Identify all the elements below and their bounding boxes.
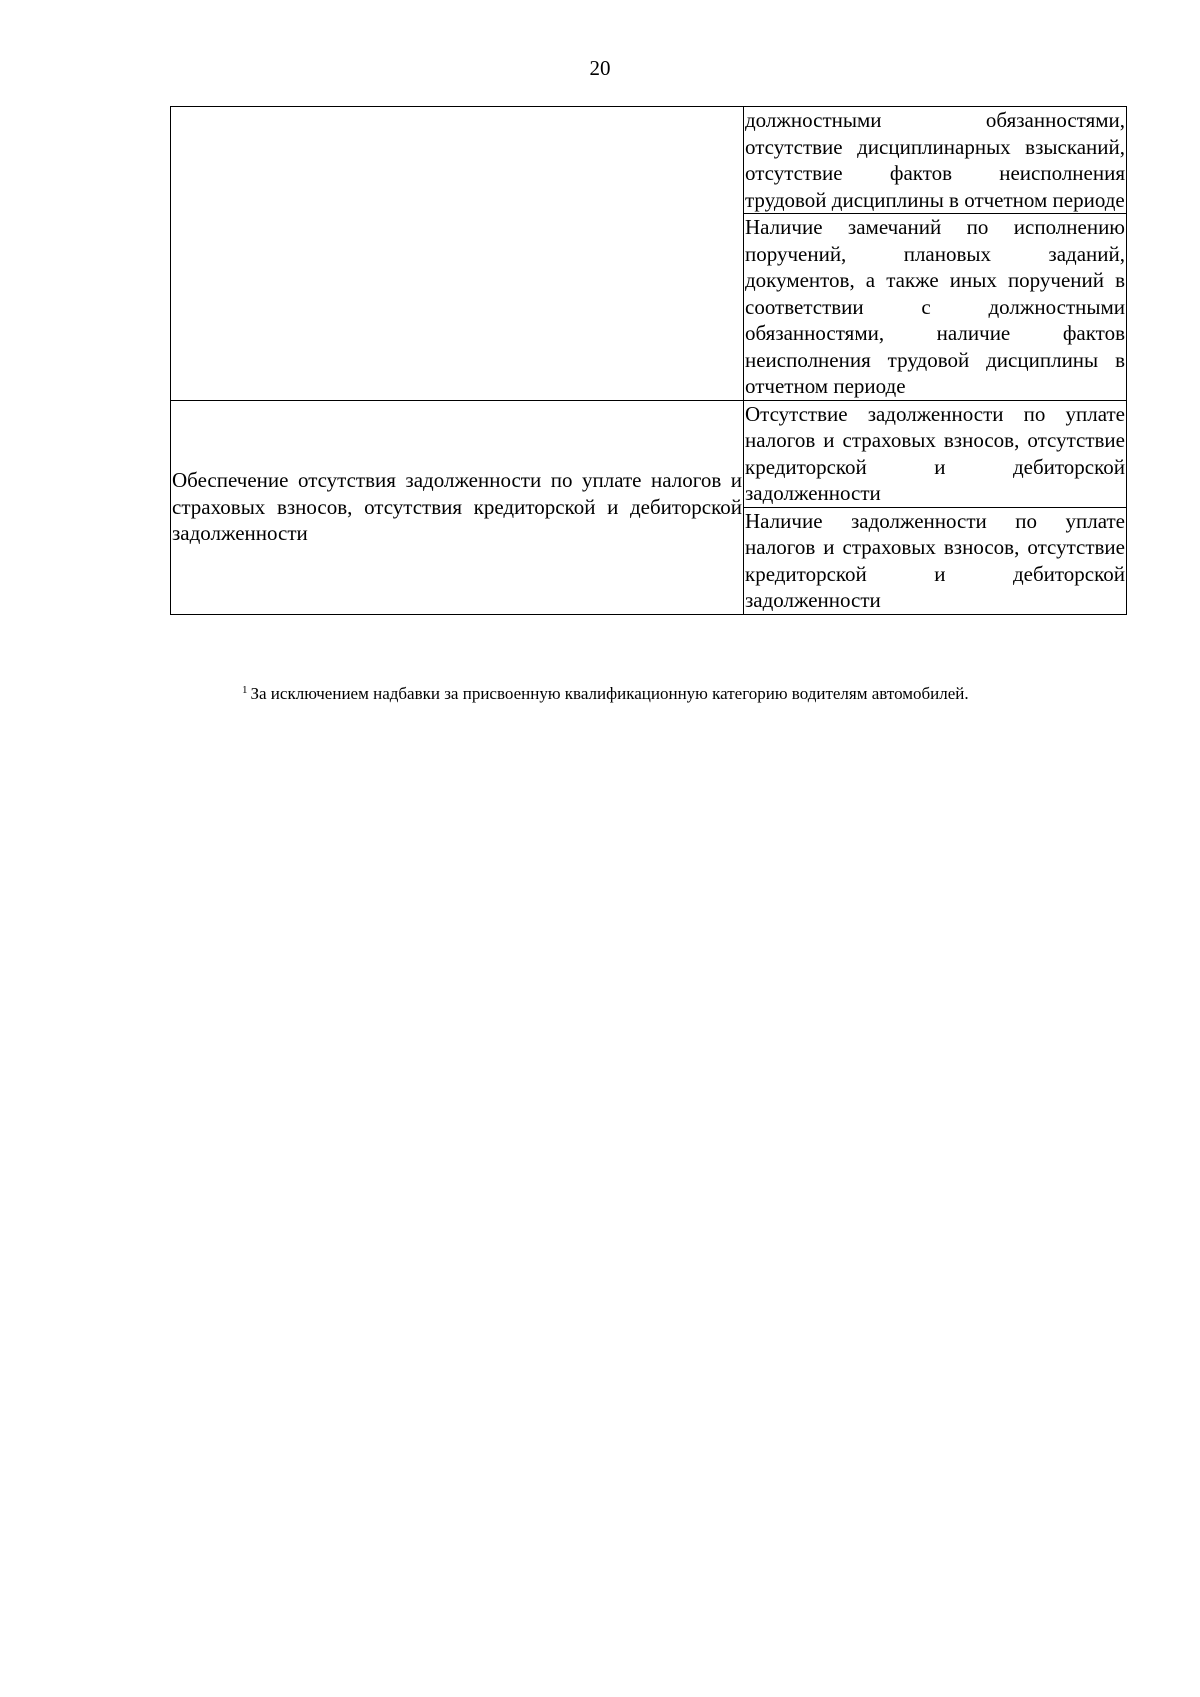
criteria-table xyxy=(170,106,1127,615)
page-number: 20 xyxy=(589,56,611,80)
table-cell-indicator-empty xyxy=(171,107,744,401)
table-cell-criterion: должностными обязанностями, отсутствие дисциплинарных взысканий, отсутствие фактов неисполнения трудовой дисциплины в отчетном периоде xyxy=(745,108,1125,212)
table-cell-indicator: Обеспечение отсутствия задолженности по уплате налогов и страховых взносов, отсутствия кредиторской и дебиторской задолженности xyxy=(171,400,744,614)
footnote-marker: 1 xyxy=(242,684,248,696)
footnote xyxy=(242,680,1142,704)
table-cell-criterion: Отсутствие задолженности по уплате налогов и страховых взносов, отсутствие кредиторской и дебиторской задолженности xyxy=(745,401,1125,505)
table-row xyxy=(171,107,1127,214)
footnote-text: За исключением надбавки за присвоенную квалификационную категорию водителям автомобилей. xyxy=(250,684,969,703)
table-row xyxy=(171,400,1127,507)
table-cell-criterion: Наличие замечаний по исполнению поручений, плановых заданий, документов, а также иных поручений в соответствии с должностными обязанностями, наличие фактов неисполнения трудовой дисциплины в отчетном периоде xyxy=(745,215,1125,398)
table-cell-criterion: Наличие задолженности по уплате налогов и страховых взносов, отсутствие кредиторской и дебиторской задолженности xyxy=(745,508,1125,612)
